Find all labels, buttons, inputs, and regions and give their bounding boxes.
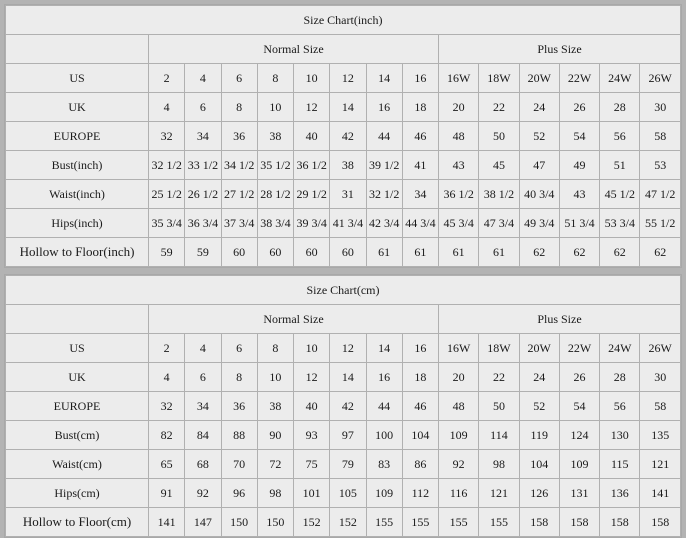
cell: 18W (479, 64, 519, 93)
size-chart-inch-block (4, 4, 682, 268)
cell: 42 3/4 (366, 209, 402, 238)
cell: 135 (640, 421, 681, 450)
cell: 32 1/2 (366, 180, 402, 209)
size-chart-inch-table (5, 5, 681, 267)
cell: 20W (519, 64, 559, 93)
cell: 38 3/4 (257, 209, 293, 238)
cell: 38 1/2 (479, 180, 519, 209)
cell: 82 (149, 421, 185, 450)
row-label: EUROPE (6, 122, 149, 151)
cell: 35 3/4 (149, 209, 185, 238)
cell: 90 (257, 421, 293, 450)
row-label: Hips(cm) (6, 479, 149, 508)
cell: 10 (257, 363, 293, 392)
cell: 124 (559, 421, 599, 450)
table-row (6, 93, 681, 122)
group-blank-cell (6, 35, 149, 64)
cell: 109 (366, 479, 402, 508)
cell: 109 (439, 421, 479, 450)
row-label: EUROPE (6, 392, 149, 421)
cell: 136 (600, 479, 640, 508)
cell: 16 (402, 334, 438, 363)
cell: 22W (559, 334, 599, 363)
cell: 61 (479, 238, 519, 267)
cell: 155 (402, 508, 438, 537)
cell: 158 (600, 508, 640, 537)
cell: 40 (294, 122, 330, 151)
cell: 121 (640, 450, 681, 479)
size-chart-cm-block (4, 274, 682, 538)
cell: 126 (519, 479, 559, 508)
cell: 38 (330, 151, 366, 180)
cell: 32 (149, 392, 185, 421)
group-normal-size: Normal Size (149, 35, 439, 64)
cell: 88 (221, 421, 257, 450)
cell: 141 (149, 508, 185, 537)
cell: 100 (366, 421, 402, 450)
cell: 12 (330, 64, 366, 93)
cell: 49 (559, 151, 599, 180)
cell: 59 (149, 238, 185, 267)
cell: 39 3/4 (294, 209, 330, 238)
cell: 4 (185, 64, 221, 93)
cell: 14 (366, 64, 402, 93)
cell: 105 (330, 479, 366, 508)
cell: 84 (185, 421, 221, 450)
cell: 6 (221, 334, 257, 363)
cell: 26 (559, 93, 599, 122)
table-row (6, 209, 681, 238)
group-normal-size: Normal Size (149, 305, 439, 334)
row-label: Bust(inch) (6, 151, 149, 180)
cell: 46 (402, 122, 438, 151)
cell: 6 (185, 363, 221, 392)
cell: 41 3/4 (330, 209, 366, 238)
cell: 158 (559, 508, 599, 537)
cell: 4 (149, 363, 185, 392)
cell: 12 (294, 363, 330, 392)
cell: 42 (330, 122, 366, 151)
cell: 54 (559, 122, 599, 151)
cell: 36 3/4 (185, 209, 221, 238)
cell: 60 (330, 238, 366, 267)
table-row (6, 64, 681, 93)
cell: 41 (402, 151, 438, 180)
cell: 152 (294, 508, 330, 537)
cell: 38 (257, 122, 293, 151)
cell: 56 (600, 122, 640, 151)
size-chart-cm-table (5, 275, 681, 537)
cell: 27 1/2 (221, 180, 257, 209)
cell: 61 (439, 238, 479, 267)
cell: 26W (640, 334, 681, 363)
cell: 51 3/4 (559, 209, 599, 238)
cell: 52 (519, 392, 559, 421)
table-row (6, 450, 681, 479)
cell: 29 1/2 (294, 180, 330, 209)
cell: 40 3/4 (519, 180, 559, 209)
cell: 59 (185, 238, 221, 267)
cell: 10 (294, 64, 330, 93)
cell: 141 (640, 479, 681, 508)
cell: 45 1/2 (600, 180, 640, 209)
table-title-row (6, 6, 681, 35)
cell: 40 (294, 392, 330, 421)
row-label: Waist(inch) (6, 180, 149, 209)
cell: 30 (640, 363, 681, 392)
cell: 16 (366, 93, 402, 122)
cell: 65 (149, 450, 185, 479)
group-blank-cell (6, 305, 149, 334)
cell: 38 (257, 392, 293, 421)
group-plus-size: Plus Size (439, 35, 681, 64)
cell: 12 (330, 334, 366, 363)
cell: 53 (640, 151, 681, 180)
row-label: Hollow to Floor(cm) (6, 508, 149, 537)
cell: 60 (257, 238, 293, 267)
cell: 28 (600, 93, 640, 122)
cell: 6 (185, 93, 221, 122)
cell: 75 (294, 450, 330, 479)
cell: 43 (559, 180, 599, 209)
cell: 36 (221, 392, 257, 421)
cell: 20W (519, 334, 559, 363)
cell: 14 (330, 363, 366, 392)
cell: 44 (366, 122, 402, 151)
cell: 8 (257, 64, 293, 93)
cell: 158 (640, 508, 681, 537)
cell: 32 (149, 122, 185, 151)
cell: 97 (330, 421, 366, 450)
cell: 62 (600, 238, 640, 267)
cell: 6 (221, 64, 257, 93)
cell: 47 1/2 (640, 180, 681, 209)
cell: 42 (330, 392, 366, 421)
cell: 2 (149, 64, 185, 93)
cell: 22 (479, 363, 519, 392)
cell: 26 (559, 363, 599, 392)
cell: 20 (439, 93, 479, 122)
cell: 92 (185, 479, 221, 508)
cell: 131 (559, 479, 599, 508)
cell: 155 (479, 508, 519, 537)
cell: 36 1/2 (294, 151, 330, 180)
cell: 51 (600, 151, 640, 180)
table-row (6, 180, 681, 209)
cell: 35 1/2 (257, 151, 293, 180)
chart-title: Size Chart(inch) (6, 6, 681, 35)
cell: 79 (330, 450, 366, 479)
chart-title: Size Chart(cm) (6, 276, 681, 305)
cell: 24 (519, 363, 559, 392)
row-label: US (6, 64, 149, 93)
table-group-row (6, 305, 681, 334)
cell: 92 (439, 450, 479, 479)
table-title-row (6, 276, 681, 305)
cell: 10 (294, 334, 330, 363)
cell: 101 (294, 479, 330, 508)
cell: 45 3/4 (439, 209, 479, 238)
row-label: UK (6, 363, 149, 392)
cell: 47 (519, 151, 559, 180)
table-row (6, 421, 681, 450)
cell: 72 (257, 450, 293, 479)
cell: 152 (330, 508, 366, 537)
cell: 109 (559, 450, 599, 479)
cell: 55 1/2 (640, 209, 681, 238)
row-label: UK (6, 93, 149, 122)
cell: 24 (519, 93, 559, 122)
cell: 50 (479, 392, 519, 421)
cell: 45 (479, 151, 519, 180)
cell: 24W (600, 334, 640, 363)
cell: 16 (366, 363, 402, 392)
cell: 98 (479, 450, 519, 479)
cell: 98 (257, 479, 293, 508)
cell: 34 1/2 (221, 151, 257, 180)
cell: 2 (149, 334, 185, 363)
cell: 22 (479, 93, 519, 122)
cell: 62 (519, 238, 559, 267)
cell: 14 (330, 93, 366, 122)
cell: 10 (257, 93, 293, 122)
cell: 56 (600, 392, 640, 421)
cell: 34 (185, 122, 221, 151)
table-row (6, 334, 681, 363)
cell: 16 (402, 64, 438, 93)
row-label: Hollow to Floor(inch) (6, 238, 149, 267)
cell: 114 (479, 421, 519, 450)
cell: 158 (519, 508, 559, 537)
cell: 112 (402, 479, 438, 508)
cell: 34 (185, 392, 221, 421)
cell: 155 (439, 508, 479, 537)
row-label: US (6, 334, 149, 363)
cell: 28 (600, 363, 640, 392)
cell: 61 (402, 238, 438, 267)
cell: 32 1/2 (149, 151, 185, 180)
cell: 54 (559, 392, 599, 421)
cell: 50 (479, 122, 519, 151)
cell: 121 (479, 479, 519, 508)
cell: 18W (479, 334, 519, 363)
cell: 48 (439, 392, 479, 421)
cell: 58 (640, 392, 681, 421)
table-row (6, 508, 681, 537)
cell: 68 (185, 450, 221, 479)
row-label: Hips(inch) (6, 209, 149, 238)
cell: 39 1/2 (366, 151, 402, 180)
cell: 46 (402, 392, 438, 421)
cell: 30 (640, 93, 681, 122)
cell: 8 (221, 93, 257, 122)
cell: 155 (366, 508, 402, 537)
cell: 115 (600, 450, 640, 479)
cell: 28 1/2 (257, 180, 293, 209)
cell: 24W (600, 64, 640, 93)
cell: 12 (294, 93, 330, 122)
cell: 60 (221, 238, 257, 267)
cell: 83 (366, 450, 402, 479)
cell: 58 (640, 122, 681, 151)
cell: 25 1/2 (149, 180, 185, 209)
cell: 47 3/4 (479, 209, 519, 238)
cell: 104 (519, 450, 559, 479)
cell: 16W (439, 334, 479, 363)
cell: 44 3/4 (402, 209, 438, 238)
cell: 116 (439, 479, 479, 508)
cell: 44 (366, 392, 402, 421)
cell: 48 (439, 122, 479, 151)
table-row (6, 479, 681, 508)
table-row (6, 363, 681, 392)
cell: 91 (149, 479, 185, 508)
cell: 36 1/2 (439, 180, 479, 209)
cell: 4 (185, 334, 221, 363)
cell: 147 (185, 508, 221, 537)
cell: 62 (640, 238, 681, 267)
group-plus-size: Plus Size (439, 305, 681, 334)
cell: 96 (221, 479, 257, 508)
cell: 119 (519, 421, 559, 450)
table-row (6, 392, 681, 421)
cell: 34 (402, 180, 438, 209)
table-group-row (6, 35, 681, 64)
row-label: Bust(cm) (6, 421, 149, 450)
cell: 31 (330, 180, 366, 209)
cell: 62 (559, 238, 599, 267)
cell: 86 (402, 450, 438, 479)
cell: 37 3/4 (221, 209, 257, 238)
cell: 60 (294, 238, 330, 267)
cell: 49 3/4 (519, 209, 559, 238)
cell: 18 (402, 363, 438, 392)
cell: 16W (439, 64, 479, 93)
cell: 36 (221, 122, 257, 151)
cell: 70 (221, 450, 257, 479)
cell: 150 (221, 508, 257, 537)
cell: 33 1/2 (185, 151, 221, 180)
cell: 26 1/2 (185, 180, 221, 209)
cell: 4 (149, 93, 185, 122)
cell: 43 (439, 151, 479, 180)
cell: 150 (257, 508, 293, 537)
cell: 14 (366, 334, 402, 363)
cell: 53 3/4 (600, 209, 640, 238)
table-row (6, 238, 681, 267)
table-row (6, 151, 681, 180)
cell: 26W (640, 64, 681, 93)
cell: 22W (559, 64, 599, 93)
cell: 104 (402, 421, 438, 450)
row-label: Waist(cm) (6, 450, 149, 479)
cell: 8 (257, 334, 293, 363)
cell: 93 (294, 421, 330, 450)
cell: 18 (402, 93, 438, 122)
cell: 61 (366, 238, 402, 267)
cell: 52 (519, 122, 559, 151)
table-row (6, 122, 681, 151)
cell: 8 (221, 363, 257, 392)
cell: 20 (439, 363, 479, 392)
cell: 130 (600, 421, 640, 450)
